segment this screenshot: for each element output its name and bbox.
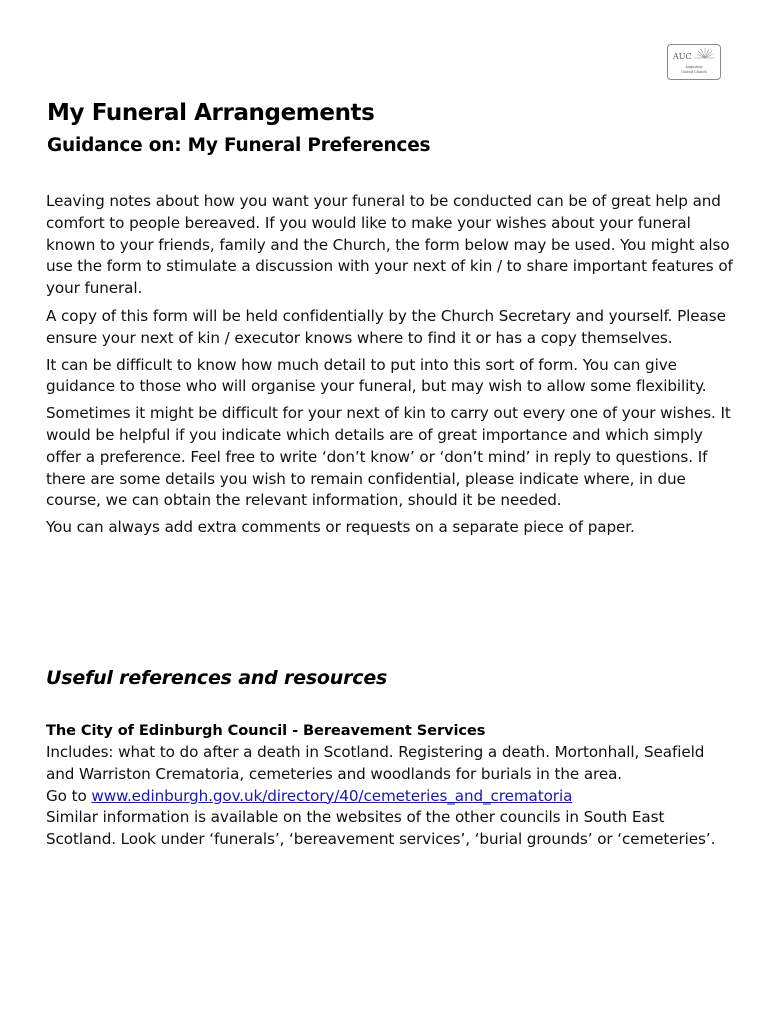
resource-go-to-line xyxy=(46,786,736,808)
resource-item xyxy=(46,720,736,851)
logo-abbrev: AUC xyxy=(673,52,692,61)
guidance-paragraph: Leaving notes about how you want your funeral to be conducted can be of great help and comfort to people bereaved. If you would like to make your wishes about your funeral known to your friends, family and the Church, the form below may be used. You might also use the form to stimulate a discussion with your next of kin / to share important features of your funeral. xyxy=(46,192,733,298)
guidance-paragraph: It can be difficult to know how much detail to put into this sort of form. You can give guidance to those who will organise your funeral, but may wish to allow some flexibility. xyxy=(46,355,707,396)
guidance-paragraph: A copy of this form will be held confidentially by the Church Secretary and yourself. Please ensure your next of kin / executor knows where to find it or has a copy themselves. xyxy=(46,306,726,347)
guidance-paragraph: You can always add extra comments or requests on a separate piece of paper. xyxy=(46,518,635,537)
page-title: My Funeral Arrangements xyxy=(47,100,375,126)
church-logo xyxy=(667,44,721,80)
guidance-body xyxy=(46,191,736,544)
resource-includes: Includes: what to do after a death in Scotland. Registering a death. Mortonhall, Seafield and Warriston Crematoria, cemeteries and woodlands for burials in the area. xyxy=(46,743,705,783)
document-header xyxy=(47,98,737,158)
council-website-link[interactable]: www.edinburgh.gov.uk/directory/40/cemeteries_and_crematoria xyxy=(91,786,573,805)
go-to-label: Go to xyxy=(46,786,92,805)
page-subtitle: Guidance on: My Funeral Preferences xyxy=(47,135,431,156)
auc-church-logo-icon xyxy=(668,45,720,79)
resource-similar-info: Similar information is available on the websites of the other councils in South East Scotland. Look under ‘funerals’, ‘bereavement services’, ‘burial grounds’ or ‘cemeteries’. xyxy=(46,808,716,849)
logo-line2: United Church xyxy=(681,70,707,74)
resource-title: The City of Edinburgh Council - Bereavement Services xyxy=(46,722,486,739)
guidance-paragraph: Sometimes it might be difficult for your next of kin to carry out every one of your wishes. It would be helpful if you indicate which details are of great importance and which simply offer a preference. Feel free to write ‘don’t know’ or ‘don’t mind’ in reply to questions. If there are some details you wish to remain confidential, please indicate where, in due course, we can obtain the relevant information, should it be needed. xyxy=(46,404,731,510)
logo-line1: Augustine xyxy=(685,65,703,69)
resources-heading: Useful references and resources xyxy=(46,667,388,689)
